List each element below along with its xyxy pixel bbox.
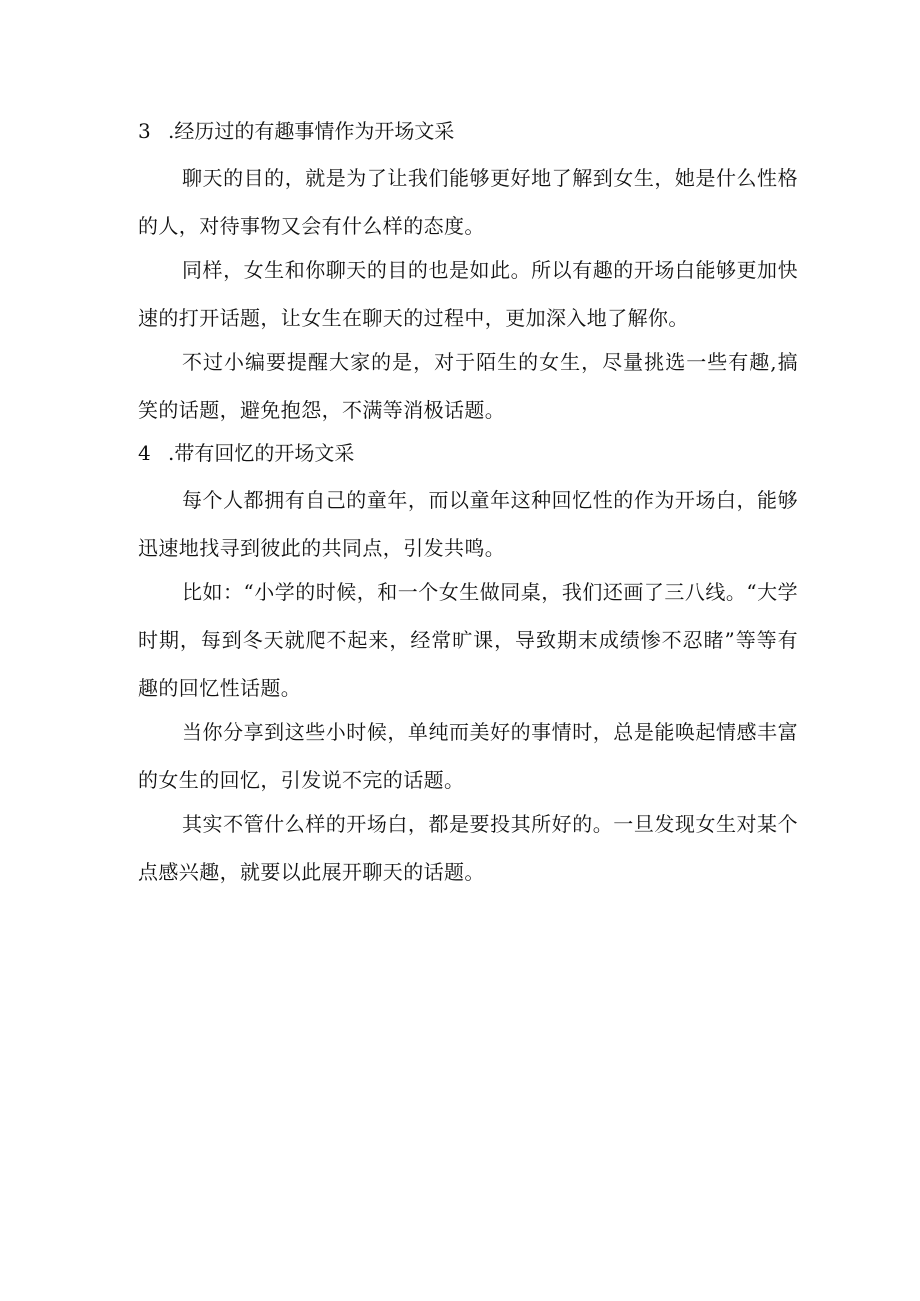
section-4-heading — [138, 438, 798, 468]
section-4-paragraph-3: 当你分享到这些小时候，单纯而美好的事情时，总是能唤起情感丰富的女生的回忆，引发说不完的话题。 — [138, 720, 798, 792]
section-3-number: 3 — [138, 119, 151, 143]
section-3-heading — [138, 116, 798, 146]
section-4-paragraph-1: 每个人都拥有自己的童年，而以童年这种回忆性的作为开场白，能够迅速地找寻到彼此的共同点，引发共鸣。 — [138, 488, 798, 560]
section-4-number: 4 — [138, 441, 151, 465]
section-3-paragraph-2: 同样，女生和你聊天的目的也是如此。所以有趣的开场白能够更加快速的打开话题，让女生在聊天的过程中，更加深入地了解你。 — [138, 258, 798, 330]
section-4-paragraph-4: 其实不管什么样的开场白，都是要投其所好的。一旦发现女生对某个点感兴趣，就要以此展开聊天的话题。 — [138, 812, 798, 884]
section-3-paragraph-1: 聊天的目的，就是为了让我们能够更好地了解到女生，她是什么性格的人，对待事物又会有什么样的态度。 — [138, 166, 798, 238]
document-content — [138, 116, 798, 900]
section-3-paragraph-3: 不过小编要提醒大家的是，对于陌生的女生，尽量挑选一些有趣,搞笑的话题，避免抱怨，不满等消极话题。 — [138, 350, 798, 422]
section-3-title: .经历过的有趣事情作为开场文采 — [168, 119, 455, 143]
section-4-paragraph-2: 比如：“小学的时候，和一个女生做同桌，我们还画了三八线。“大学时期，每到冬天就爬不起来，经常旷课，导致期末成绩惨不忍睹”等等有趣的回忆性话题。 — [138, 580, 798, 700]
section-4-title: .带有回忆的开场文采 — [168, 441, 355, 465]
